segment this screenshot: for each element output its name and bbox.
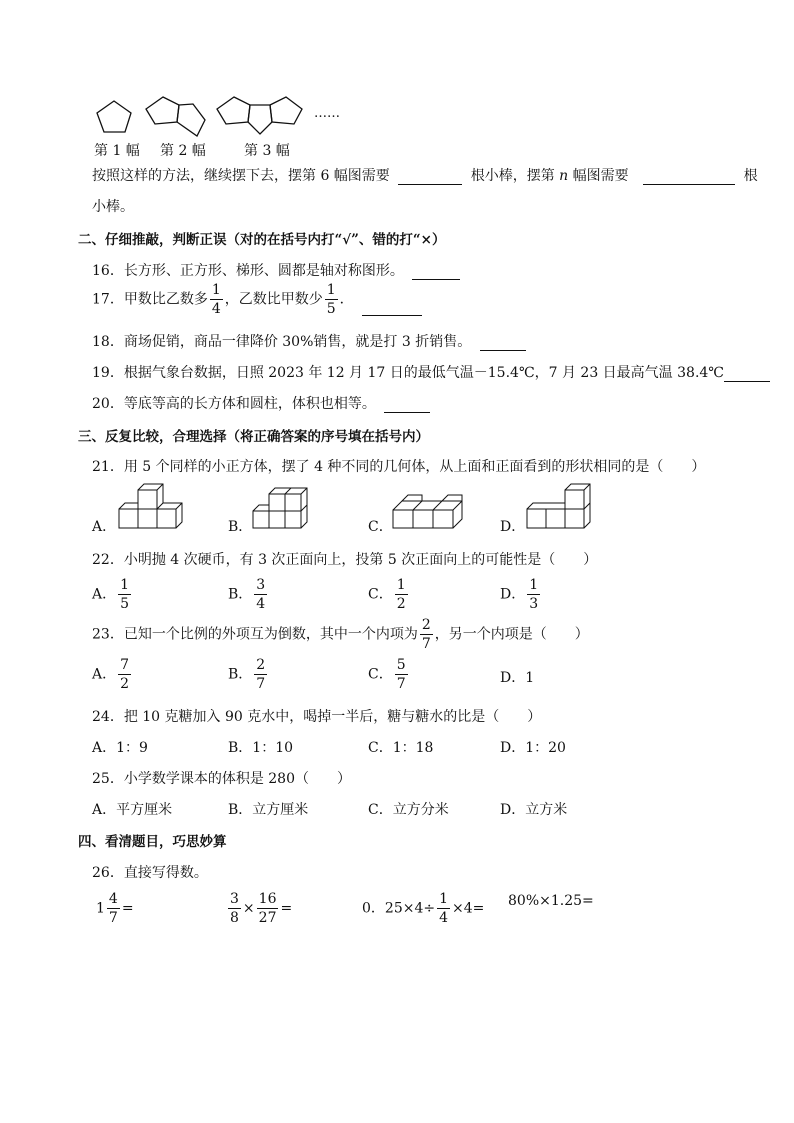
q15-line [92,165,758,185]
q18: 18．商场促销，商品一律降价 30%销售，就是打 3 折销售。 [92,331,526,351]
q15-var: n [559,168,569,184]
q23-option-a[interactable]: A． $\frac{7}{2}$ [92,657,130,692]
q21: 21．用 5 个同样的小正方体，摆了 4 种不同的几何体，从上面和正面看到的形状相同的是（ ） [92,459,706,475]
q24: 24．把 10 克糖加入 90 克水中，喝掉一半后，糖与糖水的比是（ ） [92,709,542,725]
q15-text-d: 根 [743,168,758,184]
cubes-figure-c [392,494,464,530]
q17-fraction-2: $\frac{1}{5}$ [326,282,336,317]
q23-option-d[interactable]: D．1 [500,670,535,686]
q16-blank[interactable] [412,264,460,280]
q15-blank-1[interactable] [398,169,462,185]
q15-blank-2[interactable] [643,169,735,185]
pattern-dots: …… [314,106,340,121]
q24-option-b[interactable]: B．1：10 [228,740,294,756]
q15-text-c: 幅图需要 [572,168,629,184]
q22-option-b[interactable]: B． $\frac{3}{4}$ [228,577,266,612]
q16: 16．长方形、正方形、梯形、圆都是轴对称图形。 [92,260,460,280]
q17: 17．甲数比乙数多 $\frac{1}{4}$ ，乙数比甲数少 $\frac{1}{5}$ ． [92,283,422,316]
q25-option-c[interactable]: C．立方分米 [368,802,449,818]
q21-option-a[interactable]: A． [92,519,117,535]
q25: 25．小学数学课本的体积是 280（ ） [92,771,351,787]
q17-fraction-1: $\frac{1}{4}$ [211,282,221,317]
q23-fraction: $\frac{2}{7}$ [421,617,431,652]
cubes-figure-b [252,486,312,530]
section2-heading: 二、仔细推敲，判断正误（对的在括号内打“√”、错的打“×） [78,232,446,248]
q22-option-d[interactable]: D． $\frac{1}{3}$ [500,577,539,612]
section4-heading: 四、看清题目，巧思妙算 [78,834,227,850]
q19-blank[interactable] [724,366,770,382]
caption-figure-2: 第 2 幅 [160,143,206,159]
q25-option-b[interactable]: B．立方厘米 [228,802,309,818]
expr-4: 80%×1.25= [508,893,594,909]
q23-option-c[interactable]: C． $\frac{5}{7}$ [368,657,406,692]
q26: 26．直接写得数。 [92,865,208,881]
expr-2: $\frac{3}{8}$ × $\frac{16}{27}$ = [230,891,293,926]
caption-figure-3: 第 3 幅 [244,143,290,159]
q19: 19．根据气象台数据，日照 2023 年 12 月 17 日的最低气温－15.4℃，7 月 23 日最高气温 38.4℃ [92,362,770,382]
pentagon-figure-3 [216,96,304,138]
q25-option-d[interactable]: D．立方米 [500,802,568,818]
q20-blank[interactable] [384,397,430,413]
pentagon-figure-1 [96,100,136,136]
q24-option-a[interactable]: A．1：9 [92,740,148,756]
q24-option-c[interactable]: C．1：18 [368,740,434,756]
q20: 20．等底等高的长方体和圆柱，体积也相等。 [92,393,430,413]
q15-text-e: 小棒。 [92,199,134,215]
q22-option-c[interactable]: C． $\frac{1}{2}$ [368,577,406,612]
q15-text-b: 根小棒，摆第 [470,168,555,184]
q18-blank[interactable] [480,335,526,351]
cubes-figure-d [526,486,596,530]
pentagon-figure-2 [145,96,207,138]
q21-option-d[interactable]: D． [500,519,526,535]
q15-text-a: 按照这样的方法，继续摆下去，摆第 6 幅图需要 [92,168,390,184]
q25-option-a[interactable]: A．平方厘米 [92,802,173,818]
q22-option-a[interactable]: A． $\frac{1}{5}$ [92,577,130,612]
q22: 22．小明抛 4 次硬币，有 3 次正面向上，投第 5 次正面向上的可能性是（ ） [92,552,598,568]
section3-heading: 三、反复比较，合理选择（将正确答案的序号填在括号内） [78,429,429,445]
q23: 23．已知一个比例的外项互为倒数，其中一个内项为 $\frac{2}{7}$ ，另一个内项是（ ） [92,617,589,652]
q23-option-b[interactable]: B． $\frac{2}{7}$ [228,657,266,692]
q21-option-b[interactable]: B． [228,519,253,535]
expr-3: 0．25×4÷ $\frac{1}{4}$ ×4= [362,891,485,926]
expr-1: 1 $\frac{4}{7}$ = [96,891,134,926]
cubes-figure-a [118,486,188,530]
q24-option-d[interactable]: D．1：20 [500,740,566,756]
q21-option-c[interactable]: C． [368,519,393,535]
q17-blank[interactable] [362,300,422,316]
caption-figure-1: 第 1 幅 [94,143,140,159]
